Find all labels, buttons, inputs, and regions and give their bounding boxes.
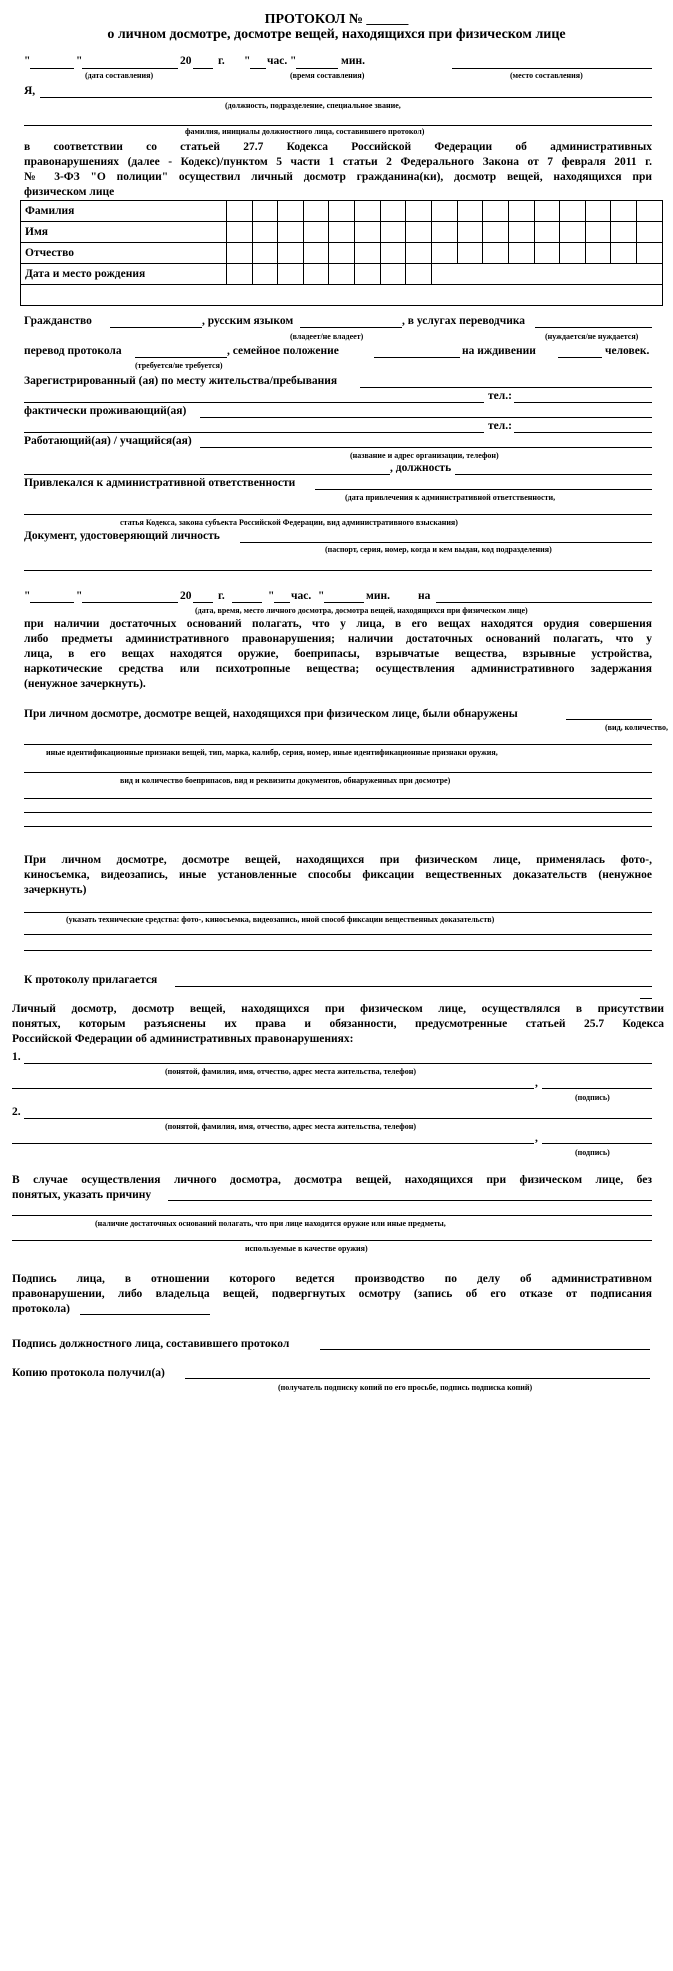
id-document-field-2[interactable] <box>24 570 652 571</box>
witness-1-number: 1. <box>12 1051 21 1063</box>
insp-quote-open: " <box>24 590 31 602</box>
family-status-field[interactable] <box>374 357 460 358</box>
recording-field-2[interactable] <box>24 934 652 935</box>
date-year-field[interactable] <box>193 68 213 69</box>
persons-label: человек. <box>605 345 650 357</box>
witness-2-field[interactable] <box>24 1118 652 1119</box>
phone-field-2[interactable] <box>514 432 652 433</box>
intro-line-3: № 3-ФЗ "О полиции" осуществил личный досмотр гражданина(ки), досмотр вещей, находящихся при <box>24 171 652 183</box>
id-document-label: Документ, удостоверяющий личность <box>24 530 220 542</box>
caption-official-name: фамилия, инициалы должностного лица, составившего протокол) <box>185 127 425 136</box>
row-label-birth: Дата и место рождения <box>21 264 227 285</box>
witness-2-field-2[interactable] <box>12 1143 534 1144</box>
caption-copy-received: (получатель подписку копий по его просьбе, подпись подписка копий) <box>278 1383 533 1392</box>
insp-year-suffix: г. <box>218 590 225 602</box>
witness-1-signature-field[interactable] <box>542 1088 652 1089</box>
official-label: Я, <box>24 85 36 97</box>
registered-field[interactable] <box>360 387 652 388</box>
recording-field-3[interactable] <box>24 950 652 951</box>
caption-translation: (требуется/не требуется) <box>135 361 223 370</box>
actual-residence-field[interactable] <box>200 417 652 418</box>
witness-1-field[interactable] <box>24 1063 652 1064</box>
attachments-field[interactable] <box>175 986 652 987</box>
work-field-2[interactable] <box>24 474 390 475</box>
no-witness-line-1: В случае осуществления личного досмотра, досмотра вещей, находящихся при физическом лице, без <box>12 1174 652 1186</box>
row-label-name: Имя <box>21 222 227 243</box>
recording-line-3: зачеркнуть) <box>24 884 87 896</box>
translation-field[interactable] <box>135 357 227 358</box>
date-month-field[interactable] <box>82 68 178 69</box>
row-label-patronymic: Отчество <box>21 243 227 264</box>
time-quote-close: " <box>290 55 297 67</box>
time-quote-open: " <box>244 55 251 67</box>
caption-official-position: (должность, подразделение, специальное звание, <box>225 101 401 110</box>
subject-sign-line-1: Подпись лица, в отношении которого ведется производство по делу об административном <box>12 1273 652 1285</box>
date-quote-open: " <box>24 55 31 67</box>
subject-sign-line-2: правонарушении, либо владельца вещей, подвергнутых осмотру (запись об его отказе от подписания <box>12 1288 652 1300</box>
found-items-field-2[interactable] <box>24 744 652 745</box>
witness-intro-line-1: Личный досмотр, досмотр вещей, находящихся при физическом лице, осуществлялся в присутствии <box>12 1003 664 1015</box>
caption-recording: (указать технические средства: фото-, киносъемка, видеозапись, иной способ фиксации вещественных доказательств) <box>66 915 495 924</box>
citizenship-label: Гражданство <box>24 315 92 327</box>
dependents-label: на иждивении <box>462 345 536 357</box>
found-items-field-4[interactable] <box>24 798 652 799</box>
caption-liability-1: (дата привлечения к административной ответственности, <box>345 493 556 502</box>
liability-label: Привлекался к административной ответственности <box>24 477 296 489</box>
actual-residence-field-2[interactable] <box>24 432 484 433</box>
recording-field[interactable] <box>24 912 652 913</box>
insp-year-field[interactable] <box>193 602 213 603</box>
date-year-suffix: г. <box>218 55 225 67</box>
recording-line-1: При личном досмотре, досмотре вещей, находящихся при физическом лице, применялась фото-, <box>24 854 652 866</box>
caption-work: (название и адрес организации, телефон) <box>350 451 499 460</box>
insp-place-field[interactable] <box>436 602 652 603</box>
work-label: Работающий(ая) / учащийся(ая) <box>24 435 192 447</box>
found-items-field[interactable] <box>566 719 652 720</box>
no-witness-line-2: понятых, указать причину <box>12 1189 152 1201</box>
grounds-line-1: при наличии достаточных оснований полагать, что у лица, в его вещах находятся орудия совершения <box>24 618 652 630</box>
time-hour-label: час. <box>267 55 288 67</box>
interpreter-label: , в услугах переводчика <box>402 315 526 327</box>
insp-hour-field[interactable] <box>274 602 290 603</box>
birth-place-cell[interactable] <box>431 264 662 285</box>
phone-label-2: тел.: <box>488 420 512 432</box>
caption-inspection-time: (дата, время, место личного досмотра, досмотра вещей, находящихся при физическом лице) <box>195 606 528 615</box>
caption-time: (время составления) <box>290 71 365 80</box>
id-document-field[interactable] <box>240 542 652 543</box>
no-witness-reason-field-2[interactable] <box>12 1215 652 1216</box>
found-items-field-6[interactable] <box>24 826 652 827</box>
caption-found-2: иные идентификационные признаки вещей, тип, марка, калибр, серия, номер, иные идентификационные признаки оружия, <box>46 748 498 757</box>
date-year-prefix: 20 <box>180 55 192 67</box>
insp-day-field[interactable] <box>30 602 74 603</box>
insp-hour-label: час. <box>291 590 312 602</box>
caption-id-document: (паспорт, серия, номер, когда и кем выдан, код подразделения) <box>325 545 552 554</box>
insp-month-field[interactable] <box>82 602 178 603</box>
protocol-title: ПРОТОКОЛ № ______ <box>264 12 409 27</box>
found-items-field-3[interactable] <box>24 772 652 773</box>
citizenship-field[interactable] <box>110 327 202 328</box>
dependents-field[interactable] <box>558 357 602 358</box>
person-data-table <box>20 200 663 306</box>
official-position-field[interactable] <box>40 97 652 98</box>
caption-place: (место составления) <box>510 71 583 80</box>
translation-label: перевод протокола <box>24 345 122 357</box>
caption-witness-2: (понятой, фамилия, имя, отчество, адрес места жительства, телефон) <box>165 1122 416 1131</box>
grounds-line-2: либо предметы административного правонарушения; наличии достаточных оснований полагать, что у <box>24 633 652 645</box>
date-day-field[interactable] <box>30 68 74 69</box>
job-position-field[interactable] <box>455 474 652 475</box>
row-label-surname: Фамилия <box>21 201 227 222</box>
caption-interpreter: (нуждается/не нуждается) <box>545 332 639 341</box>
insp-min-field[interactable] <box>324 602 364 603</box>
insp-min-label: мин. <box>366 590 390 602</box>
place-field[interactable] <box>452 68 652 69</box>
found-items-field-5[interactable] <box>24 812 652 813</box>
recording-line-2: киносъемка, видеозапись, иные установленные способы фиксации вещественных доказательств (ненужное <box>24 869 652 881</box>
table-row <box>21 201 663 222</box>
grounds-line-4: наркотические средства или психотропные вещества; осуществления административного задержания <box>24 663 652 675</box>
interpreter-field[interactable] <box>535 327 652 328</box>
table-row <box>21 285 663 306</box>
time-min-field[interactable] <box>296 68 338 69</box>
copy-received-label: Копию протокола получил(а) <box>12 1367 165 1379</box>
registered-label: Зарегистрированный (ая) по месту жительства/пребывания <box>24 375 338 387</box>
witness-2-number: 2. <box>12 1106 21 1118</box>
insp-time-quote-open: " <box>268 590 275 602</box>
family-status-label: , семейное положение <box>227 345 339 357</box>
caption-witness-1: (понятой, фамилия, имя, отчество, адрес места жительства, телефон) <box>165 1067 416 1076</box>
liability-field[interactable] <box>315 489 652 490</box>
birth-place-extra-row[interactable] <box>21 285 663 306</box>
attachments-tick <box>640 998 652 999</box>
job-position-label: , должность <box>390 462 452 474</box>
attachments-label: К протоколу прилагается <box>24 974 158 986</box>
registered-field-2[interactable] <box>24 402 484 403</box>
caption-witness-1-sign: (подпись) <box>575 1093 610 1102</box>
grounds-line-3: лица, в его вещах находятся оружие, боеприпасы, взрывчатые вещества, взрывные устройства, <box>24 648 652 660</box>
phone-field-1[interactable] <box>514 402 652 403</box>
time-min-label: мин. <box>341 55 365 67</box>
official-signature-field[interactable] <box>320 1349 650 1350</box>
russian-language-field[interactable] <box>300 327 402 328</box>
time-hour-field[interactable] <box>250 68 266 69</box>
intro-line-4: физическом лице <box>24 186 115 198</box>
intro-line-2: правонарушениях (далее - Кодекс)/пунктом 5 части 1 статьи 2 Федерального Закона от 7 февраля 2011 г. <box>24 156 652 168</box>
phone-label-1: тел.: <box>488 390 512 402</box>
caption-liability-2: статья Кодекса, закона субъекта Российской Федерации, вид административного взыскания) <box>120 518 458 527</box>
insp-time-quote-close: " <box>318 590 325 602</box>
table-row <box>21 264 663 285</box>
caption-no-witness-1: (наличие достаточных оснований полагать, что при лице находится оружие или иные предметы, <box>95 1219 446 1228</box>
found-items-label: При личном досмотре, досмотре вещей, находящихся при физическом лице, были обнаружены <box>24 708 518 720</box>
witness-intro-line-2: понятых, которым разъяснены их права и обязанности, предусмотренные статьей 25.7 Кодекса <box>12 1018 664 1030</box>
caption-date: (дата составления) <box>85 71 154 80</box>
no-witness-reason-field-3[interactable] <box>12 1240 652 1241</box>
subject-sign-line-3: протокола) <box>12 1303 70 1315</box>
official-sign-label: Подпись должностного лица, составившего протокол <box>12 1338 290 1350</box>
official-name-field[interactable] <box>24 125 652 126</box>
table-row <box>21 243 663 264</box>
subject-signature-field[interactable] <box>80 1314 210 1315</box>
intro-line-1: в соответствии со статьей 27.7 Кодекса Российской Федерации об административных <box>24 141 652 153</box>
copy-received-field[interactable] <box>185 1378 650 1379</box>
insp-quote-close: " <box>76 590 83 602</box>
grounds-line-5: (ненужное зачеркнуть). <box>24 678 146 690</box>
protocol-subtitle: о личном досмотре, досмотре вещей, находящихся при физическом лице <box>107 27 566 42</box>
work-field[interactable] <box>200 447 652 448</box>
caption-witness-2-sign: (подпись) <box>575 1148 610 1157</box>
insp-year-prefix: 20 <box>180 590 192 602</box>
caption-found-3: вид и количество боеприпасов, вид и реквизиты документов, обнаруженных при досмотре) <box>120 776 451 785</box>
witness-1-field-2[interactable] <box>12 1088 534 1089</box>
witness-2-signature-field[interactable] <box>542 1143 652 1144</box>
caption-found-1: (вид, количество, <box>605 723 669 732</box>
liability-field-2[interactable] <box>24 514 652 515</box>
insp-year-gap-field[interactable] <box>232 602 262 603</box>
insp-at-label: на <box>418 590 431 602</box>
witness-intro-line-3: Российской Федерации об административных правонарушениях: <box>12 1033 354 1045</box>
caption-language: (владеет/не владеет) <box>290 332 364 341</box>
russian-language-label: , русским языком <box>202 315 294 327</box>
table-row <box>21 222 663 243</box>
caption-no-witness-2: используемые в качестве оружия) <box>245 1244 368 1253</box>
date-quote-close: " <box>76 55 83 67</box>
no-witness-reason-field[interactable] <box>168 1200 652 1201</box>
actual-residence-label: фактически проживающий(ая) <box>24 405 187 417</box>
